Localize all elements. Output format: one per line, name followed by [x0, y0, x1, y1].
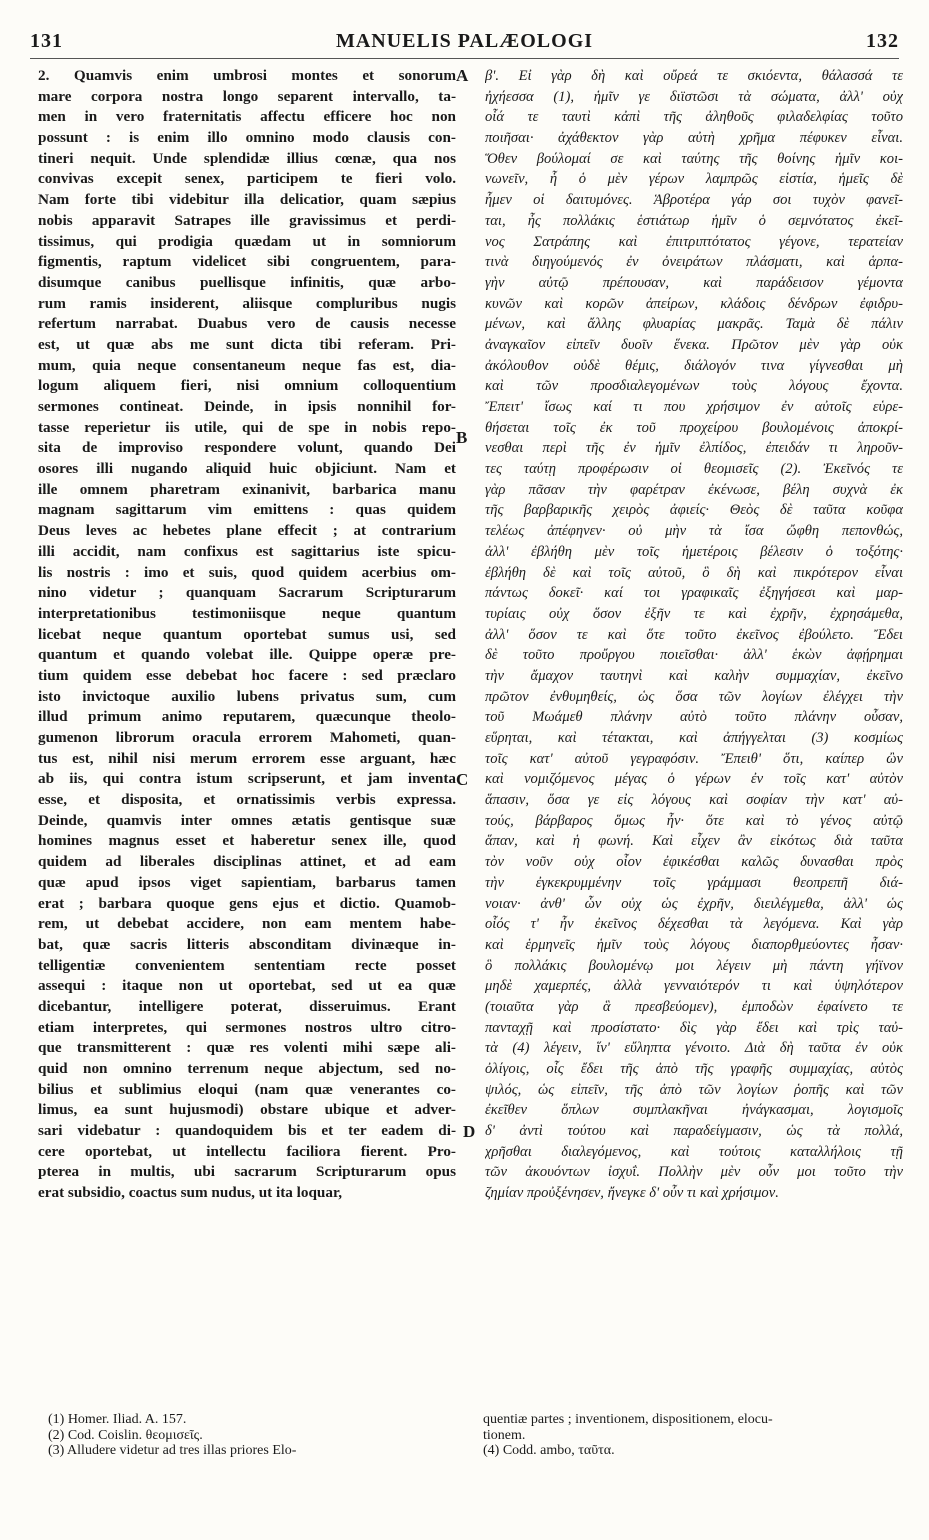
margin-marker-a: A	[456, 66, 469, 85]
greek-text-line: νοιαν· ἀνθ' ὧν οὐχ ὡς ἐχρῆν, διειλέγμεθα, ἀλλ' ὡς	[485, 895, 903, 912]
header-rule	[30, 58, 899, 59]
greek-text-line: πανταχῇ καὶ προσίστατο· δὶς γὰρ ἔδει καὶ τρὶς ταὐ-	[485, 1019, 903, 1036]
greek-column	[485, 66, 903, 1204]
latin-text-line: lis nostris : imo et suis, quod quidem acerbius om-	[38, 563, 456, 581]
latin-text-line: tasse reperietur iis utile, qui de spe in nobis repo-	[38, 418, 456, 436]
greek-text-line: πάντως δοκεῖ· καί τοι γραφικαῖς ἐξηγήσεσι καὶ μαρ-	[485, 585, 903, 602]
greek-text-line: πρῶτον ἐνθυμηθείς, ὡς ὅσα τῶν λογίων ἐλέγχει τὴν	[485, 688, 903, 705]
greek-text-line: ἠχήεσσα (1), ἡμῖν γε διϊστῶσι τὰ σώματα, ἀλλ' οὐχ	[485, 88, 903, 105]
page-number-right: 132	[866, 30, 899, 52]
latin-text-line: tissimus, qui prodigia quædam ut in somniorum	[38, 232, 456, 250]
latin-text-line: illud primum animo reputarem, quæcunque theolo-	[38, 708, 456, 726]
margin-marker-d: D	[463, 1122, 476, 1141]
footnote-line: (2) Cod. Coislin. θεομισεῖς.	[48, 1427, 203, 1443]
greek-text-line: ἀλλ' ὅσον τε καὶ ὅτε τοῦτο ἐκεῖνος ἐβούλετο. Ἔδει	[485, 626, 903, 643]
margin-marker-c: C	[456, 770, 469, 789]
latin-text-line: 2. Quamvis enim umbrosi montes et sonorum	[38, 67, 456, 84]
greek-text-line: τὰ (4) λέγειν, ἵν' εὔληπτα γένοιτο. Διὰ δὴ ταῦτα ἐν οὐκ	[485, 1040, 903, 1057]
footnotes-left	[48, 1412, 458, 1459]
greek-text-line: νωνεῖν, ἧ ὁ μὲν γέρων λαμπρῶς εἱστία, ἡμεῖς δὲ	[485, 171, 903, 188]
greek-text-line: ψιλός, ὡς εἰπεῖν, τῆς ἀπὸ τῶν λογίων ῥοπῆς καὶ τῶν	[485, 1081, 903, 1098]
latin-text-line: magnam sagittarum vim emittens : quas quidem	[38, 501, 456, 519]
page-number-left: 131	[30, 30, 63, 52]
greek-text-line: τῆς βαρβαρικῆς χειρὸς ἀφιείς· Θεὸς δὲ ταῦτα κοῦφα	[485, 502, 903, 519]
greek-text-line: τυρίαις οὐχ ὅσον ἐξῆν τε καὶ ἐχρῆν, ἐχρησάμεθα,	[485, 605, 903, 622]
greek-text-line: ἅπασιν, ὅσα γε εἰς λόγους καὶ σοφίαν τὴν κατ' αὐ-	[485, 792, 903, 809]
latin-text-line: mare corpora nostra longo separent intervallo, ta-	[38, 87, 456, 105]
latin-text-line: que transmitterent : quæ res volenti mihi sæpe ali-	[38, 1039, 456, 1057]
greek-text-line: νος Σατράπης καὶ ἐπιτριπτότατος γέγονε, τερατείαν	[485, 233, 903, 250]
margin-marker-b: B	[456, 428, 468, 447]
greek-text-line: καὶ ἑρμηνεῖς ἡμῖν τοὺς λόγους διαπορθμεύοντες ἦσαν·	[485, 936, 903, 953]
latin-text-line: limus, ea sunt hujusmodi) obstare ubique et adver-	[38, 1101, 456, 1119]
latin-text-line: tineri nequit. Unde splendidæ illius cœnæ, qua nos	[38, 149, 456, 167]
greek-text-line: τες ταύτῃ προφέρωσιν οἱ θεομισεῖς (2). Ἐκεῖνός τε	[485, 461, 903, 478]
footnote-line: (1) Homer. Iliad. A. 157.	[48, 1412, 187, 1427]
greek-text-line: εὕρηται, καὶ τέτακται, καὶ ἀπήγγελται (3) κοσμίως	[485, 730, 903, 746]
footnote-line: quentiæ partes ; inventionem, dispositionem, elocu-	[483, 1412, 773, 1427]
greek-text-line: ὃ πολλάκις βουλομένῳ μοι λέγειν μὴ πάντη γήϊνον	[485, 957, 903, 974]
latin-text-line: disumque canibus puellisque infinitis, quæ arbo-	[38, 273, 456, 291]
greek-text-line: τούς, βάρβαρος ὅμως ἦν· ὅτε καὶ τὸ γένος αὐτῷ	[485, 812, 903, 829]
latin-text-line: Deinde, quamvis inter omnes ætatis gentisque suæ	[38, 811, 456, 829]
latin-text-line: Nam forte tibi videbitur illa delicatior, quam sæpius	[38, 191, 456, 209]
running-title: MANUELIS PALÆOLOGI	[335, 30, 594, 52]
latin-text-line: illi accidit, nam confixus est sagittarius iste spicu-	[38, 542, 456, 560]
latin-text-line: nobis apparavit Satrapes ille gravissimus et perdi-	[38, 211, 456, 229]
greek-text-line: ἀκόλουθον οὐδὲ θέμις, διάλογόν τινα γίγνεσθαι μὴ	[485, 357, 903, 374]
latin-text-line: erat subsidio, coactus sum nudus, ut ita loquar,	[38, 1184, 343, 1202]
latin-column	[38, 66, 456, 1204]
latin-text-line: sari videbatur : quandoquidem bis et ter eadem di-	[38, 1122, 456, 1140]
greek-text-line: τὴν ἄμαχον ταυτηνὶ καὶ καλὴν συμμαχίαν, ἐκεῖνο	[485, 667, 903, 684]
latin-text-line: osores illi nugando aliquid huic objiciunt. Nam et	[38, 460, 456, 478]
greek-text-line: τὸν νοῦν οὐχ οἷον ἐφικέσθαι καλῶς δυνασθαι πρὸς	[485, 854, 903, 871]
greek-text-line: τὴν ἐγκεκρυμμένην τοῖς γράμμασι θεοπρεπῆ διά-	[485, 874, 903, 891]
latin-text-line: convivas excepit senex, participem te fieri volo.	[38, 170, 456, 188]
latin-text-line: mum, quia neque consentaneum neque fas est, dia-	[38, 356, 456, 374]
greek-text-line: γὰρ πᾶσαν τὴν φαρέτραν ἐκένωσε, βέλη συχνὰ ἐκ	[485, 481, 903, 498]
latin-text-line: tus est, nihil nisi merum errorem esse arguant, hæc	[38, 749, 456, 767]
latin-text-line: bat, quæ sacris litteris absconditam divinæque in-	[38, 935, 456, 953]
greek-text-line: μηδὲ χαμερπές, ἀλλὰ γενναιότερόν τι καὶ ὑψηλότερον	[485, 978, 903, 995]
greek-text-line: νεσθαι περὶ τῆς ἐν ἡμῖν ἐλπίδος, ἐπειδάν τι ληροῦν-	[485, 440, 903, 457]
greek-text-line: δ' ἀντὶ τούτου καὶ παραδείγμασιν, ὡς τὰ πολλά,	[485, 1123, 903, 1140]
latin-text-line: quid non omnino terrenum neque abjectum, sed no-	[38, 1060, 456, 1077]
latin-text-line: rem, ut debebat accidere, non eam mentem habe-	[38, 915, 456, 933]
greek-text-line: β'. Εἰ γὰρ δὴ καὶ οὔρεά τε σκιόεντα, θάλασσά τε	[485, 68, 903, 84]
footnote-line: tionem.	[483, 1427, 526, 1443]
greek-text-line: ζημίαν προὐξένησεν, ἤνεγκε δ' οὖν τι καὶ χρήσιμον.	[485, 1185, 779, 1202]
greek-text-line: ἅπαν, καὶ ἡ φωνή. Καὶ εἶχεν ἂν εἰκότως διὰ ταῦτα	[485, 833, 903, 850]
greek-text-line: θήσεται τοῖς ἐκ τοῦ προχείρου βουλομένοις ἀποκρί-	[485, 419, 903, 436]
latin-text-line: ab iis, qui contra istum scripserunt, et jam inventa	[38, 770, 456, 788]
latin-text-line: gumenon librorum oracula errorem Mahometi, quan-	[38, 729, 456, 746]
greek-text-line: μένων, καὶ ἄλλης φλυαρίας μακρᾶς. Ταμὰ δὲ πάλιν	[485, 316, 903, 333]
latin-text-line: telligentiæ convenientem sententiam recte posset	[38, 956, 456, 974]
greek-text-line: τοῖς κατ' αὐτοῦ γεγραφόσιν. Ἔπειθ' ὅτι, καίπερ ὢν	[485, 750, 903, 767]
latin-text-line: logum aliquem fieri, nisi omnium colloquentium	[38, 377, 456, 395]
latin-text-line: nino videtur ; quanquam Sacrarum Scripturarum	[38, 584, 456, 602]
greek-text-line: τελέως ἀπέφηνεν· οὐ μὴν τὰ ἴσα ὤφθη πεπονθώς,	[485, 523, 903, 540]
greek-text-line: οἷά τε ταυτὶ κἀπὶ τῆς ἀληθοῦς φιλαδελφίας τοῦτο	[485, 109, 903, 126]
greek-text-line: ἐκεῖθεν ὅπλων συμπλακῆναι ἠνάγκασμαι, λογισμοῖς	[485, 1102, 903, 1119]
latin-text-line: quantum et quando volebat ille. Quippe operæ pre-	[38, 646, 456, 664]
greek-text-line: Ὅθεν βούλομαί σε καὶ ταύτης τῆς θοίνης ἡμῖν κοι-	[485, 150, 903, 167]
latin-text-line: rum ramis insiderent, aliisque compluribus nugis	[38, 294, 456, 312]
greek-text-line: καὶ τῶν προσδιαλεγομένων τοὺς λόγους ἔχοντα.	[485, 378, 903, 395]
footnote-line: (3) Alludere videtur ad tres illas priores Elo-	[48, 1443, 297, 1458]
greek-text-line: καὶ νομιζόμενος μέγας ὁ γέρων ἐν τοῖς κατ' αὐτὸν	[485, 771, 903, 788]
latin-text-line: men in vero fraternitatis affectu efficere hoc non	[38, 108, 456, 126]
latin-text-line: refertum narrabat. Duabus vero de causis necesse	[38, 315, 456, 333]
greek-text-line: ὀλίγοις, οἷς ἔδει τῆς ἀπὸ τῆς γραφῆς συμμαχίας, αὐτὸς	[485, 1061, 903, 1077]
greek-text-line: ποιῆσαι· ἀχάθεκτον γὰρ αὐτὴ χρῆμα πέφυκεν εἶναι.	[485, 130, 903, 147]
greek-text-line: γὴν αὐτῷ πρέπουσαν, καὶ παράδεισον γέμοντα	[485, 274, 903, 291]
latin-text-line: sermones contineat. Deinde, in ipsis nonnihil for-	[38, 398, 456, 415]
latin-text-line: dicebantur, intelligere poterat, disseruimus. Erant	[38, 997, 456, 1015]
latin-text-line: interpretationibus testimoniisque neque quantum	[38, 604, 456, 622]
greek-text-line: τινὰ διηγούμενός ἐν ὀνειράτων πλάσματι, καὶ ἁρπα-	[485, 254, 903, 271]
greek-text-line: ἐβλήθη δὲ καὶ τοῖς αὐτοῦ, ὃ δὴ καὶ πικρότερον εἶναι	[485, 564, 903, 581]
latin-text-line: bilius et sublimius eloqui (nam quæ venerantes co-	[38, 1080, 456, 1098]
latin-text-line: figmentis, raptum videlicet sibi congruentem, para-	[38, 253, 456, 271]
latin-text-line: est, ut quæ abs me sunt dicta tibi referam. Pri-	[38, 335, 456, 353]
latin-text-line: isto invictoque auxilio lubens privatus sum, cum	[38, 687, 456, 705]
footnote-line: (4) Codd. ambo, ταῦτα.	[483, 1443, 615, 1458]
latin-text-line: quidem ad liberales disciplinas attinet, et ad eam	[38, 853, 456, 871]
greek-text-line: ται, ἧς πολλάκις ἑστιάτωρ ἡμῖν ὁ σεμνότατος ἐκεῖ-	[485, 212, 903, 229]
greek-text-line: οἷός τ' ἦν ἐκεῖνος δέχεσθαι τὰ λεγόμενα. Καὶ γὰρ	[485, 916, 903, 933]
latin-text-line: tium quidem esse debebat hoc facere : sed præclaro	[38, 666, 456, 684]
greek-text-line: τοῦ Μωάμεθ πλάνην αὐτὸ τοῦτο πλάνην οὖσαν,	[485, 709, 903, 726]
latin-text-line: Deus leves ac hebetes plane effecit ; at contrarium	[38, 522, 456, 540]
greek-text-line: ἀλλ' ἐβλήθη μὲν τοῖς ἡμετέροις βέλεσιν ὁ τοξότης·	[485, 543, 903, 560]
latin-text-line: possunt : is enim illo omnino modo clausis con-	[38, 129, 456, 147]
greek-text-line: ἦμεν οἱ δαιτυμόνες. Ἁβροτέρα γάρ σοι τυχὸν φανεῖ-	[485, 192, 903, 209]
latin-text-line: pterea in multis, ubi sacrarum Scripturarum opus	[38, 1163, 456, 1181]
latin-text-line: quæ apud ipsos viget sapientiam, barbarus tamen	[38, 873, 456, 891]
latin-text-line: assequi : itaque non ut oportebat, sed ut ea quæ	[38, 977, 456, 995]
greek-text-line: χρῆσθαι διαλεγόμενος, καὶ τούτοις καταλλήλοις τῇ	[485, 1143, 903, 1160]
footnotes-right	[483, 1412, 903, 1459]
latin-text-line: licebat neque quantum oportebat sumus usi, sed	[38, 625, 456, 643]
latin-text-line: erat ; barbara quoque gens ejus et dictio. Quamob-	[38, 894, 456, 912]
latin-text-line: homines magnus esset et haberetur senex ille, quod	[38, 832, 456, 850]
greek-text-line: (τοιαῦτα γὰρ ἃ πρεσβεύομεν), ἐμποδὼν ἐφαίνετο τε	[485, 998, 903, 1015]
greek-text-line: τῶν ἀκουόντων ἰσχυΐ. Πολλὴν μὲν οὖν μοι τοῦτο τὴν	[485, 1164, 903, 1181]
latin-text-line: sita de improviso respondere volunt, quando Dei	[38, 439, 456, 457]
greek-text-line: ἀναγκαῖον εἰπεῖν δυοῖν ἕνεκα. Πρῶτον μὲν γὰρ οὐκ	[485, 336, 903, 353]
latin-text-line: ille omnem pharetram exinanivit, barbarica manu	[38, 480, 456, 498]
greek-text-line: Ἔπειτ' ἴσως καί τι που χρήσιμον ἐν αὐτοῖς εὑρε-	[485, 399, 903, 415]
latin-text-line: cere oportebat, ut intellectu faciliora fierent. Pro-	[38, 1142, 456, 1160]
greek-text-line: κυνῶν καὶ κορῶν ἀπείρων, κλάδοις δένδρων ἐφιδρυ-	[485, 295, 903, 312]
latin-text-line: etiam interpretes, qui sermones nostros ultro citro-	[38, 1018, 456, 1036]
greek-text-line: δὲ τοῦτο προὔργου ποιεῖσθαι· ἀλλ' ἑκὼν ἀφῄρημαι	[485, 647, 903, 664]
latin-text-line: esse, et disposita, et ornatissimis verbis expressa.	[38, 791, 456, 809]
